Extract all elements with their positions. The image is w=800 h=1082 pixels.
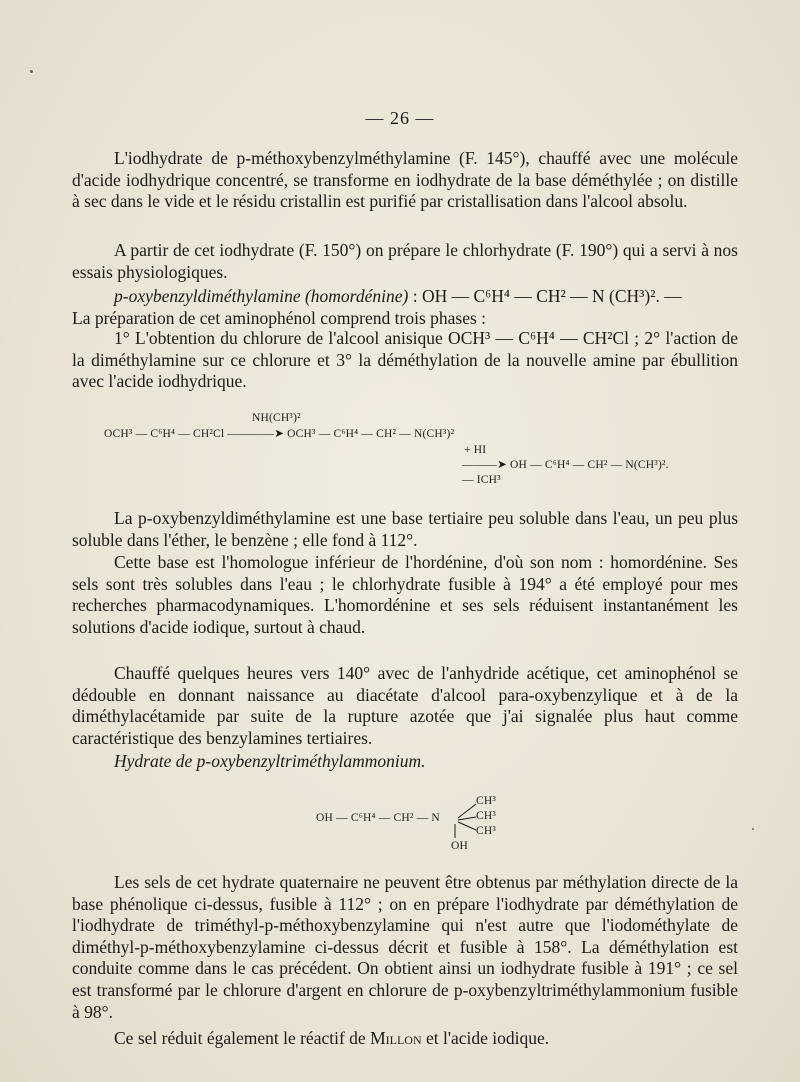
methyl-2: CH³ xyxy=(476,810,497,822)
paragraph-iodhydrate: L'iodhydrate de p-méthoxybenzylméthylamine (F. 145°), chauffé avec une molécule d'acide iodhydrique concentré, se transforme en iodhydrate de la base déméthylée ; on distille à sec dans le vide et le résidu cristallin est purifié par cristallisation dans l'alcool absolu. xyxy=(72,148,738,212)
page-number: — 26 — xyxy=(365,108,435,128)
homordenine-formula: : OH — C⁶H⁴ — CH² — N (CH³)². — xyxy=(408,286,682,306)
starting-chloride: OCH³ — C⁶H⁴ — CH²Cl xyxy=(104,428,225,440)
millon-text-a: Ce sel réduit également le réactif de xyxy=(114,1028,371,1048)
paragraph-homordenine xyxy=(72,286,738,329)
paragraph-quaternary-salts: Les sels de cet hydrate quaternaire ne peuvent être obtenus par méthylation directe de la base phénolique ci-dessus, fusible à 112° ; on en prépare l'iodhydrate par déméthylation de l'iodhydrate de triméthyl-p-méthoxybenzylamine qui n'est autre que l'iodométhylate de diméthyl-p-méthoxybenzylamine ci-dessus décrit et fusible à 158°. La déméthylation est conduite comme dans le cas précédent. On obtient ainsi un iodhydrate fusible à 191° ; ce sel est transformé par le chlorure d'argent en chlorure de p-oxybenzyltriméthylammonium fusible à 98°. xyxy=(72,872,738,1022)
reaction-arrow-1: ————➤ xyxy=(227,428,285,440)
paragraph-millon xyxy=(72,1028,738,1050)
reagent-hi: + HI xyxy=(464,444,487,456)
paragraph-properties: La p-oxybenzyldiméthylamine est une base tertiaire peu soluble dans l'eau, un peu plus soluble dans l'éther, le benzène ; elle fond à 112°. xyxy=(72,508,738,550)
scheme-product-line xyxy=(462,459,669,472)
paper-speck xyxy=(30,70,33,73)
millon-text-b: et l'acide iodique. xyxy=(421,1028,550,1048)
formula-chain: OH — C⁶H⁴ — CH² — N xyxy=(316,812,440,824)
intermediate-amine: OCH³ — C⁶H⁴ — CH² — N(CH³)² xyxy=(287,428,455,440)
millon-name: Millon xyxy=(370,1028,422,1048)
homordenine-heading: p-oxybenzyldiméthylamine (homordénine) xyxy=(114,286,409,306)
scheme-start-compound xyxy=(104,428,454,441)
section-heading-hydrate xyxy=(72,751,738,773)
reaction-arrow-2: ———➤ xyxy=(462,459,507,471)
methyl-3: CH³ xyxy=(476,825,497,837)
paragraph-homologue: Cette base est l'homologue inférieur de l'hordénine, d'où son nom : homordénine. Ses sels sont très solubles dans l'eau ; le chlorhydrate fusible à 194° a été employé pour mes recherches pharmacodynamiques. L'homordénine et ses sels réduisent instantanément les solutions d'acide iodique, surtout à chaud. xyxy=(72,552,738,637)
hydroxyl-group: OH xyxy=(451,840,469,852)
hydrate-title: Hydrate de p-oxybenzyltriméthylammonium. xyxy=(114,751,426,771)
paragraph-chlorhydrate: A partir de cet iodhydrate (F. 150°) on prépare le chlorhydrate (F. 190°) qui a servi à nos essais physiologiques. xyxy=(72,240,738,282)
paragraph-acetic-anhydride: Chauffé quelques heures vers 140° avec de l'anhydride acétique, cet aminophénol se dédouble en donnant naissance au diacétate d'alcool para-oxybenzylique et à de la diméthylacétamide par suite de la rupture azotée que j'ai signalée plus haut comme caractéristique des benzylamines tertiaires. xyxy=(72,663,738,748)
product-phenol: OH — C⁶H⁴ — CH² — N(CH³)². xyxy=(510,459,669,471)
methyl-1: CH³ xyxy=(476,795,497,807)
paper-speck xyxy=(752,828,754,830)
preparation-phases: La préparation de cet aminophénol comprend trois phases : xyxy=(72,307,487,328)
byproduct-methyl-iodide: — ICH³ xyxy=(462,474,501,486)
paragraph-phases: 1° L'obtention du chlorure de l'alcool anisique OCH³ — C⁶H⁴ — CH²Cl ; 2° l'action de la diméthylamine sur ce chlorure et 3° la déméthylation de la nouvelle amine par ébullition avec l'acide iodhydrique. xyxy=(72,328,738,392)
reagent-dimethylamine: NH(CH³)² xyxy=(252,412,301,424)
